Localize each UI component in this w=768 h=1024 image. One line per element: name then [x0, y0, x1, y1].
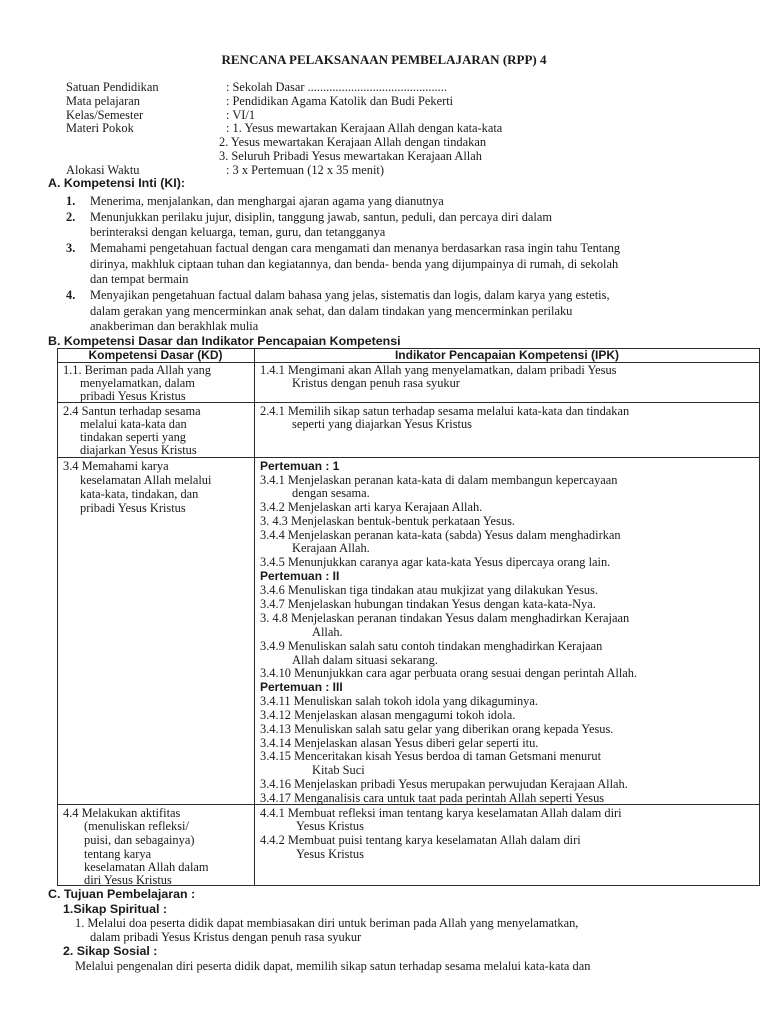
- ipk-3-4-3: 3. 4.3 Menjelaskan bentuk-bentuk perkataan Yesus.: [260, 514, 515, 528]
- kd-3-line-3: kata-kata, tindakan, dan: [80, 487, 199, 501]
- ipk-3-4-13: 3.4.13 Menuliskan salah satu gelar yang diberikan orang kepada Yesus.: [260, 722, 614, 736]
- kd-3-line-4: pribadi Yesus Kristus: [80, 501, 186, 515]
- alokasi-value: : 3 x Pertemuan (12 x 35 menit): [226, 163, 384, 177]
- ipk-3-4-11: 3.4.11 Menuliskan salah tokoh idola yang dikaguminya.: [260, 694, 538, 708]
- satuan-label: Satuan Pendidikan: [66, 80, 159, 94]
- ki-number-2: 2.: [66, 210, 76, 224]
- ki-number-1: 1.: [66, 194, 76, 208]
- ipk-4-4-1-cont: Yesus Kristus: [296, 819, 364, 833]
- kd-4-line-3: puisi, dan sebagainya): [84, 833, 195, 847]
- ipk-2-line-1: 2.4.1 Memilih sikap satun terhadap sesama melalui kata-kata dan tindakan: [260, 404, 630, 418]
- sikap-spiritual-line-1: 1. Melalui doa peserta didik dapat membiasakan diri untuk beriman pada Allah yang menyelamatkan,: [75, 916, 579, 930]
- ipk-3-4-4-cont: Kerajaan Allah.: [292, 541, 370, 555]
- mapel-label: Mata pelajaran: [66, 94, 140, 108]
- ipk-3-4-9: 3.4.9 Menuliskan salah satu contoh tindakan menghadirkan Kerajaan: [260, 639, 603, 653]
- table-rule: [759, 348, 760, 886]
- sikap-spiritual-line-2: dalam pribadi Yesus Kristus dengan penuh rasa syukur: [90, 930, 362, 944]
- ipk-3-4-12: 3.4.12 Menjelaskan alasan mengagumi tokoh idola.: [260, 708, 516, 722]
- kd-4-line-2: (menuliskan refleksi/: [84, 819, 189, 833]
- ipk-3-4-8-cont: Allah.: [312, 625, 343, 639]
- ipk-3-4-16: 3.4.16 Menjelaskan pribadi Yesus merupakan perwujudan Kerajaan Allah.: [260, 777, 628, 791]
- meeting-heading-3: Pertemuan : III: [260, 680, 343, 694]
- column-header-kd: Kompetensi Dasar (KD): [88, 348, 223, 362]
- ipk-3-4-17: 3.4.17 Menganalisis cara untuk taat pada perintah Allah seperti Yesus: [260, 791, 605, 805]
- ipk-3-4-1: 3.4.1 Menjelaskan peranan kata-kata di dalam membangun kepercayaan: [260, 473, 618, 487]
- materi-label: Materi Pokok: [66, 121, 134, 135]
- ipk-2-line-2: seperti yang diajarkan Yesus Kristus: [292, 417, 472, 431]
- mapel-value: : Pendidikan Agama Katolik dan Budi Pekerti: [226, 94, 454, 108]
- kd-2-line-1: 2.4 Santun terhadap sesama: [63, 404, 201, 418]
- satuan-value: : Sekolah Dasar .............................................: [226, 80, 447, 94]
- meeting-heading-1: Pertemuan : 1: [260, 459, 340, 473]
- ipk-3-4-10: 3.4.10 Menunjukkan cara agar perbuata orang sesuai dengan perintah Allah.: [260, 666, 638, 680]
- ipk-3-4-1-cont: dengan sesama.: [292, 486, 370, 500]
- ki-3-line-1: Memahami pengetahuan factual dengan cara mengamati dan menanya berdasarkan rasa ingin tahu Tentang: [90, 241, 621, 255]
- table-rule: [254, 348, 255, 886]
- ipk-4-4-1: 4.4.1 Membuat refleksi iman tentang karya keselamatan Allah dalam diri: [260, 806, 622, 820]
- kd-2-line-2: melalui kata-kata dan: [80, 417, 187, 431]
- kd-1-line-3: pribadi Yesus Kristus: [80, 389, 186, 403]
- ipk-3-4-14: 3.4.14 Menjelaskan alasan Yesus diberi gelar seperti itu.: [260, 736, 539, 750]
- kd-4-line-1: 4.4 Melakukan aktifitas: [63, 806, 181, 820]
- meeting-heading-2: Pertemuan : II: [260, 569, 340, 583]
- ki-1-text: Menerima, menjalankan, dan menghargai ajaran agama yang dianutnya: [90, 194, 444, 208]
- ki-4-line-1: Menyajikan pengetahuan factual dalam bahasa yang jelas, sistematis dan logis, dalam karya yang estetis,: [90, 288, 610, 302]
- alokasi-label: Alokasi Waktu: [66, 163, 140, 177]
- ipk-1-line-2: Kristus dengan penuh rasa syukur: [292, 376, 460, 390]
- kd-2-line-4: diajarkan Yesus Kristus: [80, 443, 197, 457]
- table-rule: [57, 457, 760, 458]
- sikap-sosial-heading: 2. Sikap Sosial :: [63, 944, 158, 958]
- materi-item-3: 3. Seluruh Pribadi Yesus mewartakan Kerajaan Allah: [219, 149, 482, 163]
- ki-3-line-2: dirinya, makhluk ciptaan tuhan dan kegiatannya, dan benda- benda yang dijumpainya di rumah, di sekolah: [90, 257, 619, 271]
- ipk-3-4-4: 3.4.4 Menjelaskan peranan kata-kata (sabda) Yesus dalam menghadirkan: [260, 528, 621, 542]
- ki-2-line-1: Menunjukkan perilaku jujur, disiplin, tanggung jawab, santun, peduli, dan percaya diri dalam: [90, 210, 552, 224]
- kelas-label: Kelas/Semester: [66, 108, 144, 122]
- table-rule: [57, 348, 58, 886]
- ki-number-4: 4.: [66, 288, 76, 302]
- materi-item-1: : 1. Yesus mewartakan Kerajaan Allah dengan kata-kata: [226, 121, 503, 135]
- sikap-spiritual-heading: 1.Sikap Spiritual :: [63, 902, 167, 916]
- ipk-4-4-2: 4.4.2 Membuat puisi tentang karya keselamatan Allah dalam diri: [260, 833, 581, 847]
- ipk-4-4-2-cont: Yesus Kristus: [296, 847, 364, 861]
- ipk-3-4-15: 3.4.15 Menceritakan kisah Yesus berdoa di taman Getsmani menurut: [260, 749, 602, 763]
- ki-number-3: 3.: [66, 241, 76, 255]
- kd-3-line-1: 3.4 Memahami karya: [63, 459, 169, 473]
- ipk-3-4-8: 3. 4.8 Menjelaskan peranan tindakan Yesus dalam menghadirkan Kerajaan: [260, 611, 630, 625]
- section-c-heading: C. Tujuan Pembelajaran :: [48, 887, 196, 901]
- ipk-3-4-6: 3.4.6 Menuliskan tiga tindakan atau mukjizat yang dilakukan Yesus.: [260, 583, 598, 597]
- column-header-ipk: Indikator Pencapaian Kompetensi (IPK): [394, 348, 620, 362]
- kd-3-line-2: keselamatan Allah melalui: [80, 473, 212, 487]
- kelas-value: : VI/1: [226, 108, 256, 122]
- ipk-3-4-9-cont: Allah dalam situasi sekarang.: [292, 653, 438, 667]
- kd-1-line-1: 1.1. Beriman pada Allah yang: [63, 363, 211, 377]
- section-a-heading: A. Kompetensi Inti (KI):: [48, 176, 185, 190]
- ipk-3-4-2: 3.4.2 Menjelaskan arti karya Kerajaan Allah.: [260, 500, 483, 514]
- materi-item-2: 2. Yesus mewartakan Kerajaan Allah dengan tindakan: [219, 135, 487, 149]
- ki-4-line-2: dalam gerakan yang mencerminkan anak sehat, dan dalam tindakan yang mencerminkan perilaku: [90, 304, 573, 318]
- ki-4-line-3: anakberiman dan berakhlak mulia: [90, 319, 259, 333]
- ipk-3-4-7: 3.4.7 Menjelaskan hubungan tindakan Yesus dengan kata-kata-Nya.: [260, 597, 596, 611]
- kd-4-line-6: diri Yesus Kristus: [84, 873, 172, 887]
- ipk-1-line-1: 1.4.1 Mengimani akan Allah yang menyelamatkan, dalam pribadi Yesus: [260, 363, 617, 377]
- kd-1-line-2: menyelamatkan, dalam: [80, 376, 195, 390]
- ki-2-line-2: berinteraksi dengan keluarga, teman, guru, dan tetangganya: [90, 225, 386, 239]
- kd-2-line-3: tindakan seperti yang: [80, 430, 186, 444]
- section-b-heading: B. Kompetensi Dasar dan Indikator Pencapaian Kompetensi: [48, 334, 401, 348]
- ki-3-line-3: dan tempat bermain: [90, 272, 189, 286]
- ipk-3-4-15-cont: Kitab Suci: [312, 763, 365, 777]
- kd-4-line-4: tentang karya: [84, 847, 152, 861]
- page-title: RENCANA PELAKSANAAN PEMBELAJARAN (RPP) 4: [221, 52, 547, 67]
- kd-4-line-5: keselamatan Allah dalam: [84, 860, 209, 874]
- ipk-3-4-5: 3.4.5 Menunjukkan caranya agar kata-kata Yesus dipercaya orang lain.: [260, 555, 611, 569]
- sikap-sosial-line-1: Melalui pengenalan diri peserta didik dapat, memilih sikap satun terhadap sesama melalui kata-kata dan: [75, 959, 591, 973]
